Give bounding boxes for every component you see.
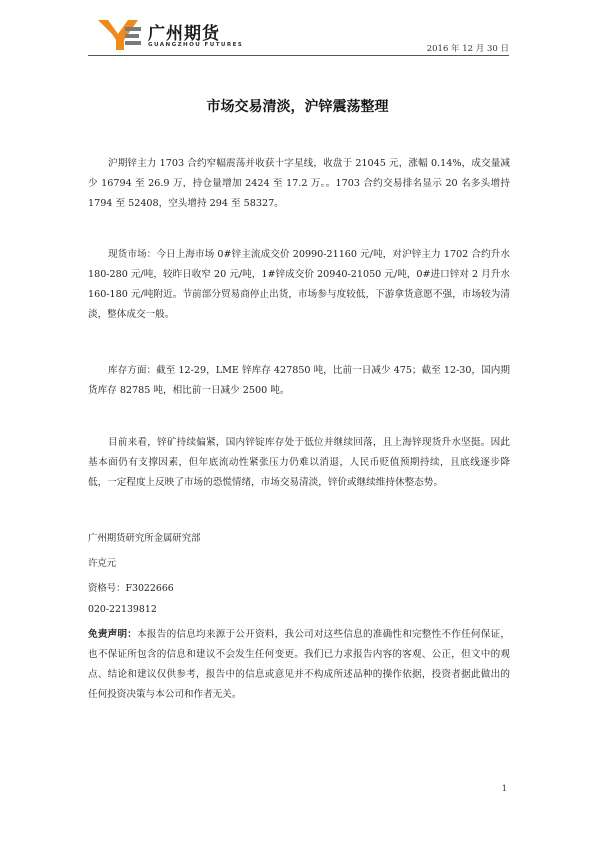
signature-department: 广州期货研究所金属研究部 (88, 533, 201, 544)
signature-phone: 020-22139812 (88, 604, 157, 615)
paragraph-outlook: 目前来看，锌矿持续偏紧，国内锌锭库存处于低位并继续回落，且上海锌现货升水坚挺。因此基本面仍有支撑因素，但年底流动性紧张压力仍难以消退，人民币贬值预期持续，且底线逐步降低，一定程度上反映了市场的恐慌情绪，市场交易清淡，锌价或继续维持休整态势。 (88, 437, 510, 488)
disclaimer (88, 625, 510, 705)
paragraph-inventory: 库存方面：截至 12-29，LME 锌库存 427850 吨，比前一日减少 475；截至 12-30，国内期货库存 82785 吨，相比前一日减少 2500 吨。 (88, 365, 510, 396)
paragraph-spot-market: 现货市场：今日上海市场 0#锌主流成交价 20990-21160 元/吨，对沪锌主力 1702 合约升水 180-280 元/吨，较昨日收窄 20 元/吨，1#锌成交价 20940-21050 元/吨，0#进口锌对 2 月升水 160-180 元/吨附近。节前部分贸易商停止出货，市场参与度较低，下游拿货意愿不强，市场较为清淡，整体成交一般。 (88, 249, 510, 320)
disclaimer-text: 本报告的信息均来源于公开资料，我公司对这些信息的准确性和完整性不作任何保证，也不保证所包含的信息和建议不会发生任何变更。我们已力求报告内容的客观、公正，但文中的观点、结论和建议仅供参考，报告中的信息或意见并不构成所述品种的操作依据，投资者据此做出的任何投资决策与本公司和作者无关。 (88, 629, 511, 700)
report-date: 2016 年 12 月 30 日 (426, 44, 509, 54)
report-title: 市场交易清淡，沪锌震荡整理 (206, 99, 389, 115)
paragraph-futures: 沪期锌主力 1703 合约窄幅震荡并收获十字星线，收盘于 21045 元，涨幅 0.14%，成交量减少 16794 至 26.9 万，持仓量增加 2424 至 17.2 万。。1703 合约交易排名显示 20 名多头增持 1794 至 52408，空头增持 294 至 58327。 (88, 158, 510, 209)
signature-license: 资格号：F3022666 (88, 583, 174, 594)
guangzhou-futures-logo-icon (98, 18, 144, 52)
signature-author: 许克元 (88, 558, 117, 569)
disclaimer-label: 免责声明： (88, 629, 138, 640)
logo-company-name-en: GUANGZHOU FUTURES (148, 42, 244, 48)
header-divider (88, 55, 509, 56)
page-number: 1 (501, 784, 507, 794)
logo-company-name: 广州期货 (148, 24, 220, 44)
